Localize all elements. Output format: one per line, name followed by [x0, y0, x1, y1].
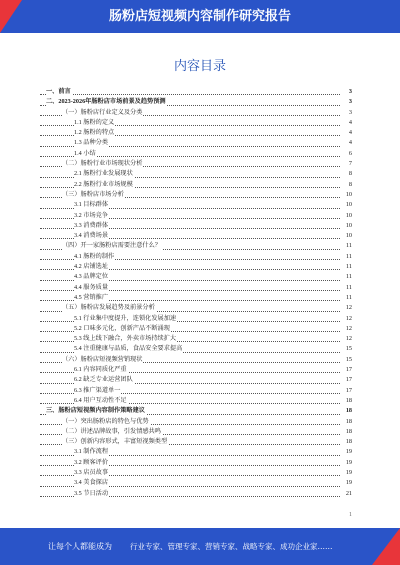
toc-entry-page: 17 [345, 375, 352, 385]
toc-entry-title: 3.4 美食探店 [74, 478, 109, 488]
toc-entry-page: 7 [348, 159, 352, 169]
toc-entry-title: 4.5 营销推广 [74, 293, 109, 303]
toc-entry-page: 19 [345, 468, 352, 478]
toc-entry-title: 5.2 口味多元化，创新产品不断涌现 [74, 324, 171, 334]
toc-entry-title: 1.2 肠粉的特点 [74, 128, 115, 138]
toc-entry-title: 6.4 用户互动性不足 [74, 396, 128, 406]
toc-entry[interactable] [40, 221, 352, 231]
toc-entry[interactable] [40, 324, 352, 334]
toc-entry[interactable] [40, 478, 352, 488]
toc-entry-page: 18 [345, 396, 352, 406]
toc-entry[interactable] [40, 159, 352, 169]
toc-entry-page: 11 [345, 272, 352, 282]
toc-entry-page: 21 [345, 489, 352, 499]
toc-entry[interactable] [40, 272, 352, 282]
toc-entry-title: 3.2 顾客评价 [74, 458, 109, 468]
toc-entry-page: 12 [345, 314, 352, 324]
toc-entry[interactable] [40, 365, 352, 375]
toc-entry-page: 3 [348, 87, 352, 97]
toc-heading: 内容目录 [173, 59, 226, 74]
toc-entry[interactable] [40, 200, 352, 210]
toc-entry-title: （三）创新内容形式，丰富短视频类型 [62, 437, 168, 447]
toc-leader-dots [40, 94, 340, 95]
toc-entry-page: 8 [348, 180, 352, 190]
red-corner-decoration [372, 528, 400, 565]
toc-entry-title: （三）肠粉店市场分析 [62, 190, 125, 200]
toc-entry[interactable] [40, 334, 352, 344]
footer-slogan-right: 行业专家、管理专家、营销专家、战略专家、成功企业家…… [130, 542, 333, 551]
toc-entry-page: 4 [348, 128, 352, 138]
toc-entry-title: （一）突出肠粉店的特色与优势 [62, 417, 150, 427]
toc-entry-page: 15 [345, 355, 352, 365]
toc-entry-page: 11 [345, 262, 352, 272]
toc-entry-page: 19 [345, 458, 352, 468]
toc-entry-page: 10 [345, 211, 352, 221]
toc-entry-title: 5.4 注重健康与品质，食品安全要求提高 [74, 344, 183, 354]
toc-entry-page: 15 [345, 344, 352, 354]
toc-entry-title: 3.3 消费群体 [74, 221, 109, 231]
toc-entry[interactable] [40, 375, 352, 385]
toc-entry-page: 10 [345, 200, 352, 210]
toc-entry-page: 11 [345, 252, 352, 262]
toc-entry[interactable] [40, 283, 352, 293]
toc-entry[interactable] [40, 262, 352, 272]
toc-entry[interactable] [40, 355, 352, 365]
toc-entry-title: 3.3 店员故事 [74, 468, 109, 478]
toc-entry-title: （五）肠粉店发展趋势及前景分析 [62, 303, 156, 313]
toc-entry-page: 12 [345, 334, 352, 344]
toc-entry-title: 2.1 肠粉行业发展现状 [74, 169, 134, 179]
toc-entry-title: 二、2023-2026年肠粉店市场前景及趋势预测 [46, 97, 167, 107]
footer-slogan-left: 让每个人都能成为 [48, 542, 112, 551]
toc-entry[interactable] [40, 180, 352, 190]
toc-entry[interactable] [40, 190, 352, 200]
toc-entry[interactable] [40, 344, 352, 354]
top-banner [0, 0, 400, 33]
toc-entry-title: 3.1 制作流程 [74, 447, 109, 457]
toc-entry-page: 6 [348, 149, 352, 159]
toc-entry[interactable] [40, 437, 352, 447]
toc-entry-page: 11 [345, 283, 352, 293]
toc-entry-title: 2.2 肠粉行业市场规模 [74, 180, 134, 190]
toc-entry-page: 8 [348, 169, 352, 179]
toc-entry[interactable] [40, 458, 352, 468]
toc-entry[interactable] [40, 231, 352, 241]
toc-entry-title: 3.1 目标群体 [74, 200, 109, 210]
toc-entry[interactable] [40, 303, 352, 313]
toc-entry-page: 19 [345, 447, 352, 457]
toc-entry[interactable] [40, 108, 352, 118]
toc-entry[interactable] [40, 252, 352, 262]
toc-entry-page: 17 [345, 386, 352, 396]
toc-entry-title: 一、前言 [46, 87, 72, 97]
toc-entry-title: （二）肠粉行业市场现状分析 [62, 159, 143, 169]
toc-entry[interactable] [40, 489, 352, 499]
toc-entry[interactable] [40, 396, 352, 406]
toc-entry-page: 18 [345, 437, 352, 447]
toc-entry[interactable] [40, 314, 352, 324]
table-of-contents [40, 87, 352, 499]
toc-entry[interactable] [40, 241, 352, 251]
toc-entry[interactable] [40, 293, 352, 303]
bottom-banner [0, 528, 400, 565]
toc-entry[interactable] [40, 128, 352, 138]
toc-entry-page: 11 [345, 293, 352, 303]
toc-entry-title: 3.4 消费场景 [74, 231, 109, 241]
toc-entry-page: 12 [345, 324, 352, 334]
toc-entry-page: 17 [345, 365, 352, 375]
page-number: 1 [349, 512, 352, 518]
toc-entry-page: 12 [345, 303, 352, 313]
toc-entry-title: 6.1 内容同质化严重 [74, 365, 128, 375]
toc-entry-page: 4 [348, 118, 352, 128]
toc-entry-title: （二）讲述品牌故事，引发情感共鸣 [62, 427, 162, 437]
toc-entry[interactable] [40, 386, 352, 396]
toc-entry-title: 3.5 节日活动 [74, 489, 109, 499]
toc-entry-page: 18 [345, 417, 352, 427]
toc-entry[interactable] [40, 417, 352, 427]
toc-entry[interactable] [40, 169, 352, 179]
toc-entry-page: 10 [345, 231, 352, 241]
toc-entry-title: 4.4 服务质量 [74, 283, 109, 293]
toc-entry[interactable] [40, 87, 352, 97]
toc-entry-page: 3 [348, 108, 352, 118]
toc-entry[interactable] [40, 97, 352, 107]
toc-entry-page: 4 [348, 138, 352, 148]
toc-entry-title: 4.3 品牌定位 [74, 272, 109, 282]
toc-entry-page: 11 [345, 241, 352, 251]
report-title: 肠粉店短视频内容制作研究报告 [108, 9, 291, 24]
toc-entry-page: 18 [345, 427, 352, 437]
toc-entry[interactable] [40, 149, 352, 159]
toc-entry-page: 10 [345, 221, 352, 231]
toc-entry[interactable] [40, 138, 352, 148]
toc-entry-title: 1.1 肠粉的定义 [74, 118, 115, 128]
toc-entry-title: 6.3 推广渠道单一 [74, 386, 121, 396]
toc-entry-title: 5.1 行业集中度提升，连锁化发展加速 [74, 314, 177, 324]
toc-entry[interactable] [40, 427, 352, 437]
toc-entry[interactable] [40, 211, 352, 221]
toc-entry[interactable] [40, 406, 352, 416]
toc-entry-title: （一）肠粉店行业定义及分类 [62, 108, 143, 118]
toc-entry-title: 4.1 肠粉的制作 [74, 252, 115, 262]
toc-entry-page: 10 [345, 190, 352, 200]
toc-entry-title: 1.4 小结 [74, 149, 97, 159]
toc-entry[interactable] [40, 447, 352, 457]
toc-entry[interactable] [40, 468, 352, 478]
toc-entry-page: 19 [345, 478, 352, 488]
toc-entry-page: 3 [348, 97, 352, 107]
toc-entry-title: （六）肠粉店短视频营销现状 [62, 355, 143, 365]
toc-entry-title: 3.2 市场竞争 [74, 211, 109, 221]
toc-entry-page: 18 [345, 406, 352, 416]
toc-entry-title: 5.3 线上线下融合，外卖市场持续扩大 [74, 334, 177, 344]
toc-entry-title: 4.2 店铺选址 [74, 262, 109, 272]
toc-entry-title: 三、肠粉店短视频内容制作策略建议 [46, 406, 146, 416]
toc-entry-title: 6.2 缺乏专业运营团队 [74, 375, 134, 385]
toc-entry-title: （四）开一家肠粉店需要注意什么？ [62, 241, 162, 251]
toc-entry[interactable] [40, 118, 352, 128]
toc-entry-title: 1.3 品种分类 [74, 138, 109, 148]
